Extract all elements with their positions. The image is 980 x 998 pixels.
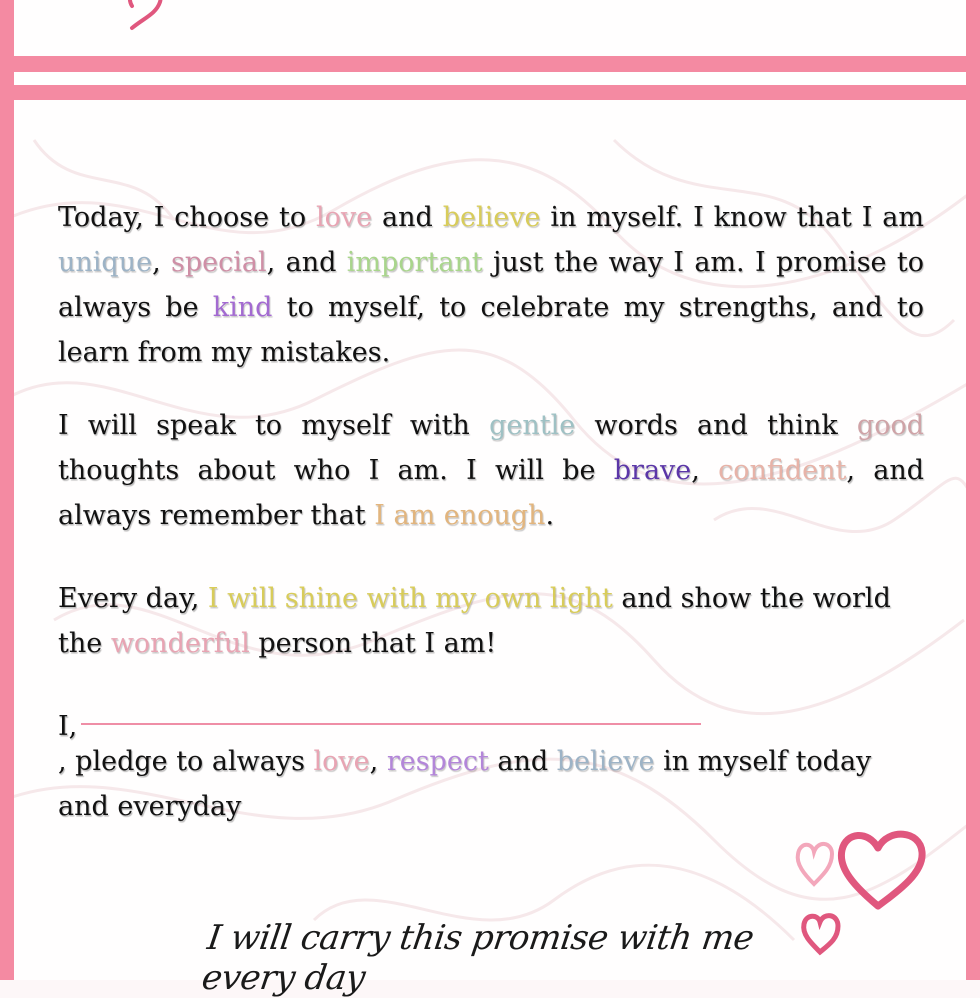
spacer bbox=[58, 538, 924, 576]
highlight-word: wonderful bbox=[110, 628, 250, 659]
text-segment: I will speak to myself with bbox=[58, 410, 490, 441]
highlight-word: I will shine with my own light bbox=[207, 583, 613, 614]
text-segment: thoughts about who I am. I will be bbox=[58, 455, 614, 486]
signature-line[interactable] bbox=[81, 723, 701, 725]
text-segment: in myself today and everyday bbox=[58, 746, 872, 822]
text-segment: words and think bbox=[575, 410, 857, 441]
highlight-word: unique bbox=[58, 247, 153, 278]
band-gap bbox=[0, 72, 980, 85]
text-segment: Today, I choose to bbox=[58, 202, 317, 233]
highlight-word: gentle bbox=[489, 410, 576, 441]
text-segment: . bbox=[545, 500, 555, 531]
heart-icon bbox=[124, 0, 174, 32]
pledge-prefix: I, bbox=[58, 711, 78, 742]
text-segment: to myself, to celebrate my strengths, and to learn from my mistakes. bbox=[58, 292, 924, 368]
text-segment: , pledge to always bbox=[58, 746, 314, 777]
text-segment: and bbox=[372, 202, 443, 233]
spacer bbox=[58, 666, 924, 704]
spacer bbox=[58, 375, 924, 403]
heart-icon bbox=[834, 826, 930, 912]
highlight-word: confident bbox=[718, 455, 847, 486]
border-left bbox=[0, 0, 14, 980]
closing-line: I will carry this promise with me every day bbox=[199, 918, 757, 998]
heart-icon bbox=[798, 908, 844, 956]
heart-icon bbox=[794, 838, 836, 888]
highlight-word: believe bbox=[442, 202, 541, 233]
paragraph-2 bbox=[58, 403, 924, 538]
text-segment: , bbox=[369, 746, 387, 777]
highlight-word: kind bbox=[212, 292, 273, 323]
highlight-word: special bbox=[171, 247, 267, 278]
text-segment: Every day, bbox=[58, 583, 208, 614]
promise-text bbox=[58, 195, 924, 829]
highlight-word: believe bbox=[556, 746, 655, 777]
highlight-word: important bbox=[346, 247, 483, 278]
text-segment: , and always remember that bbox=[58, 455, 924, 531]
text-segment: , bbox=[152, 247, 172, 278]
text-segment: and show the world the bbox=[58, 583, 891, 659]
text-segment: in myself. I know that I am bbox=[540, 202, 925, 233]
pledge-text bbox=[58, 739, 924, 829]
highlight-word: love bbox=[313, 746, 370, 777]
highlight-word: good bbox=[856, 410, 924, 441]
highlight-word: I am enough bbox=[374, 500, 546, 531]
text-segment: just the way I am. I promise to always be bbox=[58, 247, 925, 323]
text-segment: , and bbox=[266, 247, 347, 278]
text-segment: person that I am! bbox=[249, 628, 497, 659]
highlight-word: love bbox=[316, 202, 373, 233]
text-segment: and bbox=[488, 746, 557, 777]
top-band bbox=[0, 56, 980, 72]
paragraph-1 bbox=[58, 195, 924, 375]
border-right bbox=[966, 0, 980, 980]
text-segment: , bbox=[691, 455, 719, 486]
highlight-word: respect bbox=[386, 746, 489, 777]
paragraph-3 bbox=[58, 576, 924, 666]
highlight-word: brave bbox=[613, 455, 692, 486]
second-band bbox=[0, 85, 980, 100]
